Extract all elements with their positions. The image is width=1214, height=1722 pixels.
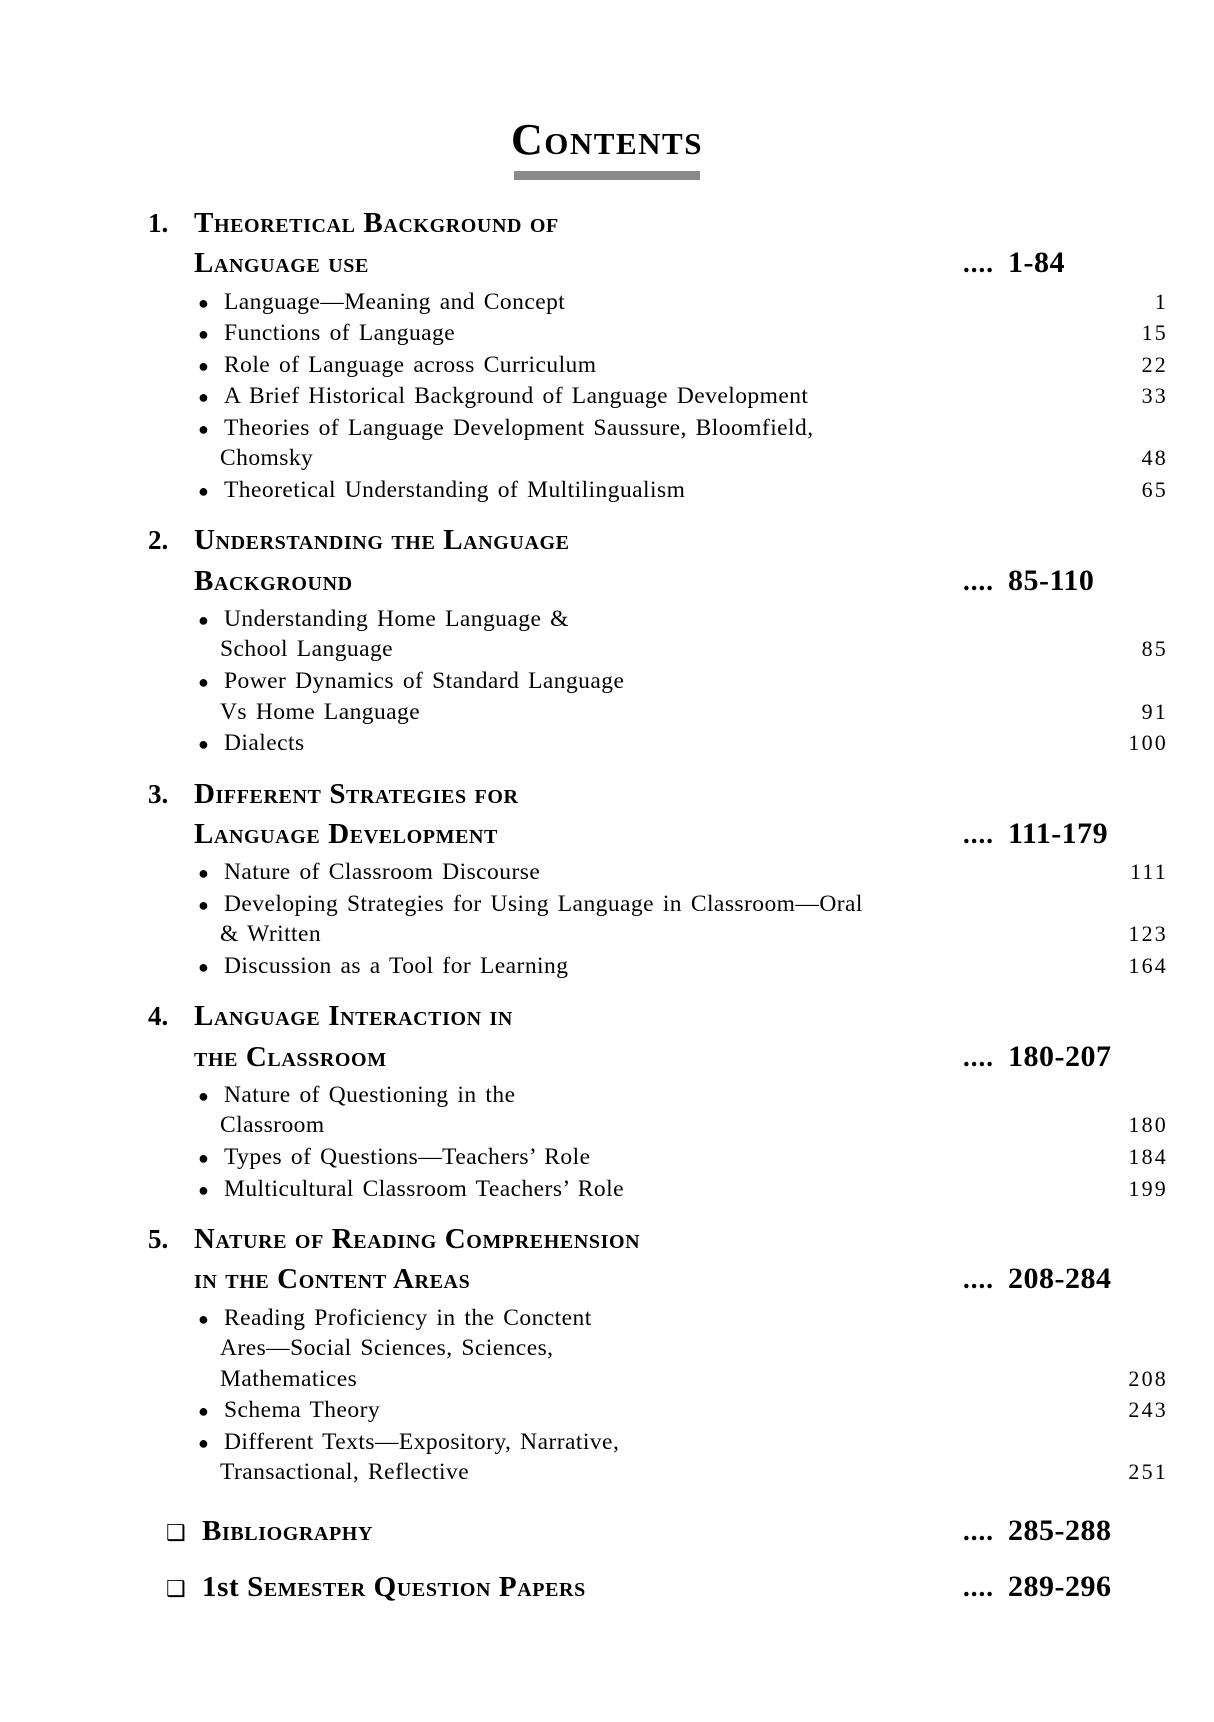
chapter-number: 4. — [148, 1001, 169, 1032]
subitem-page: 123 — [1128, 921, 1168, 947]
subitem-page: 15 — [1141, 320, 1168, 346]
round-bullet-icon: ● — [198, 387, 209, 408]
subitem-label: Role of Language across Curriculum — [224, 351, 597, 378]
chapter-title: Different Strategies for — [194, 777, 519, 810]
chapter-subitems — [148, 604, 1168, 759]
round-bullet-icon: ● — [198, 1308, 209, 1329]
chapter-title-line-2 — [148, 562, 1168, 600]
round-bullet-icon: ● — [198, 1179, 209, 1200]
list-item[interactable] — [194, 889, 1168, 950]
chapter-title: Language Interaction in — [194, 1000, 513, 1033]
subitem-label: Reading Proficiency in the Conctent — [224, 1304, 592, 1331]
dots-leader: .... — [963, 1571, 994, 1602]
chapter-title-line-2 — [148, 1260, 1168, 1298]
chapter-title-cont: in the Content Areas — [194, 1263, 471, 1296]
subitem-page: 33 — [1141, 383, 1168, 409]
list-item[interactable] — [194, 728, 1168, 759]
chapter-title-line-2 — [148, 244, 1168, 282]
chapter-entry[interactable] — [148, 204, 1168, 505]
chapter-title-line-1 — [148, 204, 1168, 242]
chapter-title-cont: Language use — [194, 247, 369, 280]
subitem-page: 111 — [1130, 859, 1168, 885]
chapter-number: 2. — [148, 525, 169, 556]
chapter-page-range: 111-179 — [1008, 816, 1109, 850]
list-item[interactable] — [194, 350, 1168, 381]
list-item[interactable] — [194, 1142, 1168, 1173]
subitem-label: Functions of Language — [224, 320, 456, 347]
list-item[interactable] — [194, 475, 1168, 506]
round-bullet-icon: ● — [198, 956, 209, 977]
chapter-title-line-1 — [148, 775, 1168, 813]
chapter-page-range: 85-110 — [1008, 563, 1095, 597]
chapter-entry[interactable] — [148, 1220, 1168, 1488]
list-item[interactable] — [194, 287, 1168, 318]
chapter-title: Theoretical Background of — [194, 207, 559, 239]
subitem-page: 180 — [1128, 1112, 1168, 1138]
list-item[interactable] — [194, 604, 1168, 665]
round-bullet-icon: ● — [198, 1432, 209, 1453]
backmatter-section — [148, 1514, 1168, 1604]
list-item[interactable] — [194, 1427, 1168, 1488]
chapter-number: 1. — [148, 208, 169, 238]
chapter-subitems — [148, 857, 1168, 981]
subitem-page: 91 — [1141, 698, 1168, 724]
chapter-subitems — [148, 1303, 1168, 1488]
round-bullet-icon: ● — [198, 355, 209, 376]
chapter-title: Nature of Reading Comprehension — [194, 1223, 641, 1256]
round-bullet-icon: ● — [198, 292, 209, 313]
subitem-label-cont: & Written — [220, 921, 322, 948]
round-bullet-icon: ● — [198, 609, 209, 630]
chapter-number: 3. — [148, 778, 169, 809]
subitem-page: 65 — [1141, 476, 1168, 502]
round-bullet-icon: ● — [198, 418, 209, 439]
subitem-label: Developing Strategies for Using Language in Classroom—Oral — [224, 890, 863, 917]
subitem-page: 184 — [1128, 1143, 1168, 1169]
subitem-label: Understanding Home Language & — [224, 605, 569, 632]
subitem-label-cont: Chomsky — [220, 445, 314, 472]
chapter-subitems — [148, 287, 1168, 506]
subitem-label: A Brief Historical Background of Language Development — [224, 383, 809, 410]
subitem-page: 251 — [1128, 1459, 1168, 1485]
question-papers-entry[interactable] — [148, 1570, 1168, 1604]
question-papers-page-range: 289-296 — [1008, 1569, 1112, 1603]
round-bullet-icon: ● — [198, 734, 209, 755]
chapter-title-cont: Language Development — [194, 817, 498, 850]
subitem-label-cont: Transactional, Reflective — [220, 1459, 470, 1486]
question-papers-label — [202, 1571, 963, 1604]
subitem-page: 22 — [1141, 351, 1168, 377]
chapter-subitems — [148, 1080, 1168, 1204]
chapter-title-line-2 — [148, 815, 1168, 853]
title-underline-rule — [514, 171, 700, 180]
chapter-title-line-1 — [148, 1220, 1168, 1258]
subitem-label-cont: Classroom — [220, 1112, 325, 1139]
subitem-label: Dialects — [224, 730, 305, 757]
list-item[interactable] — [194, 413, 1168, 474]
subitem-label: Language—Meaning and Concept — [224, 288, 566, 315]
subitem-label: Power Dynamics of Standard Language — [224, 667, 625, 694]
chapter-title-cont: the Classroom — [194, 1040, 387, 1073]
round-bullet-icon: ● — [198, 324, 209, 345]
subitem-label: Theories of Language Development Saussure, Bloomfield, — [224, 414, 814, 441]
round-bullet-icon: ● — [198, 863, 209, 884]
subitem-label: Schema Theory — [224, 1397, 381, 1424]
bibliography-entry[interactable] — [148, 1514, 1168, 1548]
round-bullet-icon: ● — [198, 671, 209, 692]
dots-leader: .... — [963, 565, 994, 596]
subitem-label-cont: School Language — [220, 636, 394, 663]
subitem-label-cont: Vs Home Language — [220, 698, 421, 725]
chapter-entry[interactable] — [148, 521, 1168, 758]
table-of-contents — [0, 204, 1214, 1604]
list-item[interactable] — [194, 1303, 1168, 1395]
chapter-entry[interactable] — [148, 775, 1168, 982]
chapter-title-cont: Background — [194, 564, 353, 597]
chapter-title-line-1 — [148, 997, 1168, 1035]
subitem-label: Nature of Classroom Discourse — [224, 859, 541, 886]
subitem-page: 208 — [1128, 1365, 1168, 1391]
round-bullet-icon: ● — [198, 894, 209, 915]
subitem-page: 85 — [1141, 636, 1168, 662]
dots-leader: .... — [963, 1515, 994, 1546]
bibliography-label: Bibliography — [202, 1514, 374, 1547]
chapter-page-range: 208-284 — [1008, 1262, 1112, 1296]
subitem-label: Different Texts—Expository, Narrative, — [224, 1428, 620, 1455]
bibliography-page-range: 285-288 — [1008, 1513, 1112, 1547]
list-item[interactable] — [194, 318, 1168, 349]
subitem-label: Multicultural Classroom Teachers’ Role — [224, 1175, 624, 1202]
page-title: Contents — [511, 115, 703, 164]
subitem-page: 164 — [1128, 952, 1168, 978]
subitem-label: Discussion as a Tool for Learning — [224, 952, 569, 979]
chapter-page-range: 1-84 — [1008, 246, 1065, 280]
page-title-block — [0, 0, 1214, 180]
question-papers-title: Semester Question Papers — [247, 1570, 586, 1603]
chapter-page-range: 180-207 — [1008, 1039, 1112, 1073]
list-item[interactable] — [194, 1174, 1168, 1205]
list-item[interactable] — [194, 857, 1168, 888]
square-bullet-icon: ❑ — [166, 1519, 186, 1545]
subitem-label: Nature of Questioning in the — [224, 1081, 516, 1108]
list-item[interactable] — [194, 666, 1168, 727]
subitem-label: Types of Questions—Teachers’ Role — [224, 1143, 591, 1170]
subitem-page: 48 — [1141, 445, 1168, 471]
subitem-page: 243 — [1128, 1397, 1168, 1423]
round-bullet-icon: ● — [198, 1085, 209, 1106]
subitem-page: 100 — [1128, 730, 1168, 756]
subitem-label: Theoretical Understanding of Multilingualism — [224, 476, 686, 503]
chapter-number: 5. — [148, 1224, 169, 1255]
chapter-title-line-1 — [148, 521, 1168, 559]
chapter-title-line-2 — [148, 1038, 1168, 1076]
chapter-title: Understanding the Language — [194, 524, 570, 557]
round-bullet-icon: ● — [198, 1147, 209, 1168]
subitem-label-cont: Ares—Social Sciences, Sciences, — [220, 1335, 554, 1362]
dots-leader: .... — [963, 248, 994, 279]
subitem-page: 1 — [1154, 288, 1168, 314]
dots-leader: .... — [963, 1264, 994, 1295]
list-item[interactable] — [194, 951, 1168, 982]
square-bullet-icon: ❑ — [166, 1575, 186, 1601]
list-item[interactable] — [194, 381, 1168, 412]
list-item[interactable] — [194, 1080, 1168, 1141]
round-bullet-icon: ● — [198, 1401, 209, 1422]
subitem-label-cont: Mathematices — [220, 1365, 358, 1392]
round-bullet-icon: ● — [198, 480, 209, 501]
dots-leader: .... — [963, 1041, 994, 1072]
chapter-entry[interactable] — [148, 997, 1168, 1204]
list-item[interactable] — [194, 1395, 1168, 1426]
dots-leader: .... — [963, 818, 994, 849]
question-papers-prefix: 1st — [202, 1570, 248, 1603]
subitem-page: 199 — [1128, 1175, 1168, 1201]
